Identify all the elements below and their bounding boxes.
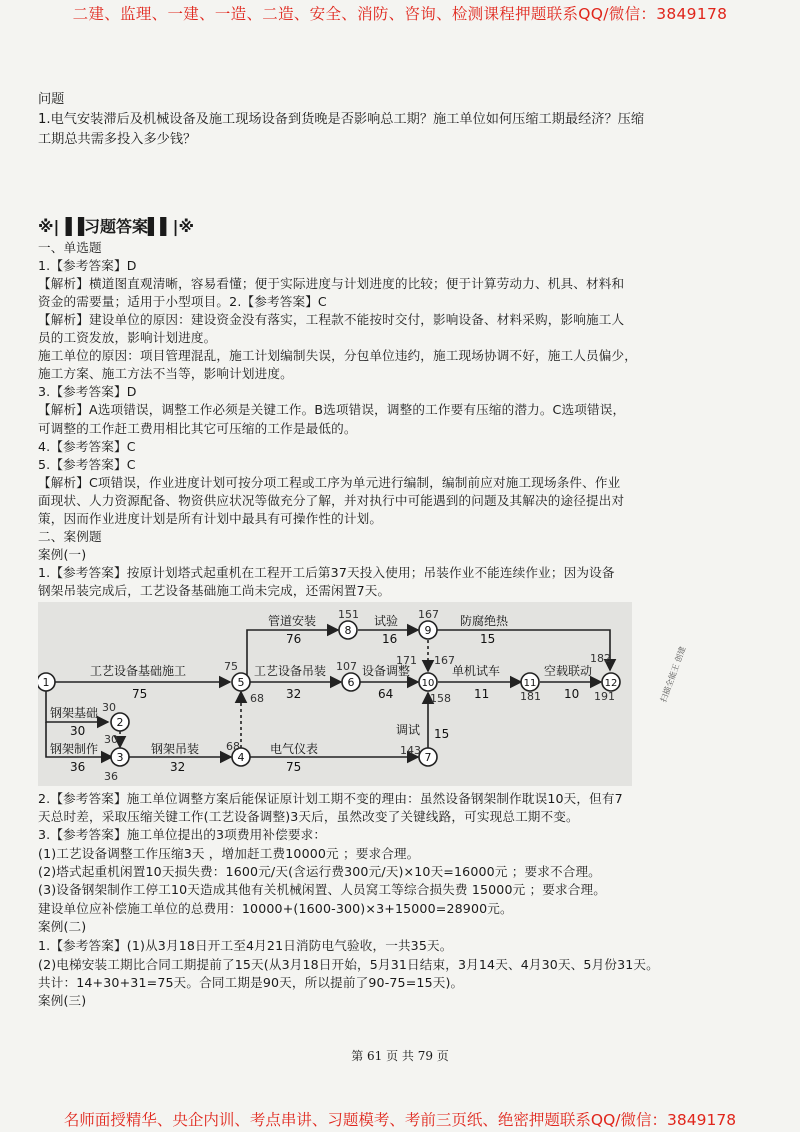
node-label: 3	[116, 751, 124, 764]
time-label: 191	[594, 690, 615, 703]
time-label: 167	[434, 654, 455, 667]
body-line: 策，因而作业进度计划是所有计划中最具有可操作性的计划。	[38, 510, 383, 526]
activity-duration: 32	[286, 687, 302, 701]
body-line: 案例(二)	[38, 919, 87, 934]
network-diagram	[38, 602, 632, 786]
time-label: 107	[336, 660, 357, 673]
body-line: 施工方案、施工方法不当等，影响计划进度。	[38, 366, 293, 382]
body-line: (2)塔式起重机闲置10天损失费：1600元/天(含运行费300元/天)×10天=16000元 ；要求不合理。	[38, 864, 601, 879]
time-label: 75	[224, 660, 238, 673]
body-line: 【解析】A选项错误，调整工作必须是关键工作。B选项错误，调整的工作要有压缩的潜力。C选项错误，	[38, 402, 626, 418]
node-label: 7	[424, 751, 432, 764]
node-label: 6	[347, 676, 355, 689]
activity-name: 调试	[396, 723, 421, 737]
activity-duration: 11	[474, 687, 490, 701]
scanner-watermark: 扫描全能王 创建	[658, 645, 688, 704]
node-label: 11	[523, 678, 537, 689]
question-heading: 问题	[38, 92, 65, 107]
page-number: 第 61 页 共 79 页	[351, 1049, 449, 1063]
time-label: 68	[250, 692, 264, 705]
node-label: 1	[42, 676, 50, 689]
activity-duration: 15	[434, 727, 450, 741]
node-label: 9	[424, 624, 432, 637]
body-line: 施工单位的原因：项目管理混乱，施工计划编制失误，分包单位违约，施工现场协调不好，施工人员偏少，	[38, 348, 637, 364]
activity-name: 空载联动	[544, 664, 593, 678]
node-label: 12	[604, 678, 618, 689]
body-line: 3.【参考答案】D	[38, 384, 137, 400]
activity-name: 钢架基础	[50, 706, 99, 720]
body-line: 案例(一)	[38, 546, 87, 562]
body-line: 天总时差，采取压缩关键工作(工艺设备调整)3天后，虽然改变了关键线路，可实现总工期不变。	[38, 809, 579, 824]
body-line: 1.【参考答案】(1)从3月18日开工至4月21日消防电气验收，一共35天。	[38, 938, 453, 953]
activity-duration: 76	[286, 632, 302, 646]
body-line: 员的工资发放，影响计划进度。	[38, 330, 217, 346]
answers-title: ※|▐▐习题答案▌▌|※	[38, 217, 195, 236]
body-line: (1)工艺设备调整工作压缩3天 ，增加赶工费10000元 ；要求合理。	[38, 846, 420, 861]
time-label: 167	[418, 608, 439, 621]
node-label: 2	[116, 716, 124, 729]
body-line: 【解析】横道图直观清晰，容易看懂；便于实际进度与计划进度的比较；便于计算劳动力、机具、材料和	[38, 276, 625, 292]
body-line: 一、单选题	[38, 240, 102, 255]
activity-name: 防腐绝热	[460, 614, 509, 628]
body-line: (2)电梯安装工期比合同工期提前了15天(从3月18日开始，5月31日结束，3月14天、4月30天、5月份31天。	[38, 957, 659, 972]
network-svg	[38, 602, 632, 786]
body-line: 5.【参考答案】C	[38, 456, 136, 472]
activity-duration: 75	[132, 687, 148, 701]
body-line: 【解析】建设单位的原因：建设资金没有落实，工程款不能按时交付，影响设备、材料采购，影响施工人	[38, 312, 625, 328]
activity-name: 钢架吊装	[151, 742, 200, 756]
activity-duration: 30	[70, 724, 86, 738]
body-line: 【解析】C项错误，作业进度计划可按分项工程或工序为单元进行编制，编制前应对施工现场条件、作业	[38, 474, 621, 490]
header-banner: 二建、监理、一建、一造、二造、安全、消防、咨询、检测课程押题联系QQ/微信：3849178	[72, 5, 728, 23]
time-label: 30	[102, 701, 116, 714]
activity-duration: 75	[286, 760, 302, 774]
question-line: 工期总共需多投入多少钱？	[38, 132, 197, 147]
body-line: (3)设备钢架制作工停工10天造成其他有关机械闲置、人员窝工等综合损失费 15000元 ；要求合理。	[38, 882, 606, 897]
body-line: 1.【参考答案】按原计划塔式起重机在工程开工后第37天投入使用；吊装作业不能连续作业；因为设备	[38, 564, 615, 580]
activity-duration: 10	[564, 687, 580, 701]
activity-duration: 16	[382, 632, 398, 646]
node-label: 4	[237, 751, 245, 764]
body-line: 共计：14+30+31=75天。合同工期是90天，所以提前了90-75=15天)。	[38, 975, 464, 990]
node-label: 5	[237, 676, 245, 689]
body-line: 资金的需要量；适用于小型项目。2.【参考答案】C	[38, 294, 327, 310]
time-label: 36	[104, 770, 118, 783]
activity-name: 设备调整	[362, 664, 411, 678]
body-line: 3.【参考答案】施工单位提出的3项费用补偿要求：	[38, 827, 327, 842]
footer-banner: 名师面授精华、央企内训、考点串讲、习题模考、考前三页纸、绝密押题联系QQ/微信：3849178	[63, 1111, 737, 1129]
body-line: 面现状、人力资源配备、物资供应状况等做充分了解，并对执行中可能遇到的问题及其解决的途径提出对	[38, 492, 625, 508]
body-line: 钢架吊装完成后，工艺设备基础施工尚未完成，还需闲置7天。	[38, 582, 391, 598]
node-label: 8	[344, 624, 352, 637]
time-label: 68	[226, 740, 240, 753]
activity-name: 钢架制作	[50, 742, 99, 756]
activity-name: 工艺设备吊装	[254, 664, 327, 678]
body-line: 二、案例题	[38, 528, 102, 544]
activity-duration: 15	[480, 632, 496, 646]
activity-name: 管道安装	[268, 614, 317, 628]
body-line: 1.【参考答案】D	[38, 258, 137, 274]
body-line: 4.【参考答案】C	[38, 438, 136, 454]
activity-name: 工艺设备基础施工	[90, 664, 187, 678]
activity-name: 单机试车	[452, 664, 501, 678]
node-label: 10	[421, 678, 435, 689]
body-line: 2.【参考答案】施工单位调整方案后能保证原计划工期不变的理由：虽然设备钢架制作耽误10天，但有7	[38, 791, 623, 806]
activity-duration: 36	[70, 760, 86, 774]
activity-name: 试验	[374, 614, 399, 628]
time-label: 181	[520, 690, 541, 703]
time-label: 158	[430, 692, 451, 705]
body-line: 案例(三)	[38, 993, 87, 1008]
time-label: 171	[396, 654, 417, 667]
time-label: 143	[400, 744, 421, 757]
activity-name: 电气仪表	[270, 742, 319, 756]
time-label: 182	[590, 652, 611, 665]
activity-duration: 32	[170, 760, 186, 774]
time-label: 151	[338, 608, 359, 621]
body-line: 可调整的工作赶工费用相比其它可压缩的工作是最低的。	[38, 420, 357, 436]
time-label: 30	[104, 733, 118, 746]
question-line: 1.电气安装滞后及机械设备及施工现场设备到货晚是否影响总工期？施工单位如何压缩工期最经济？压缩	[38, 112, 645, 127]
body-line: 建设单位应补偿施工单位的总费用：10000+(1600-300)×3+15000=28900元。	[38, 901, 513, 916]
activity-duration: 64	[378, 687, 394, 701]
